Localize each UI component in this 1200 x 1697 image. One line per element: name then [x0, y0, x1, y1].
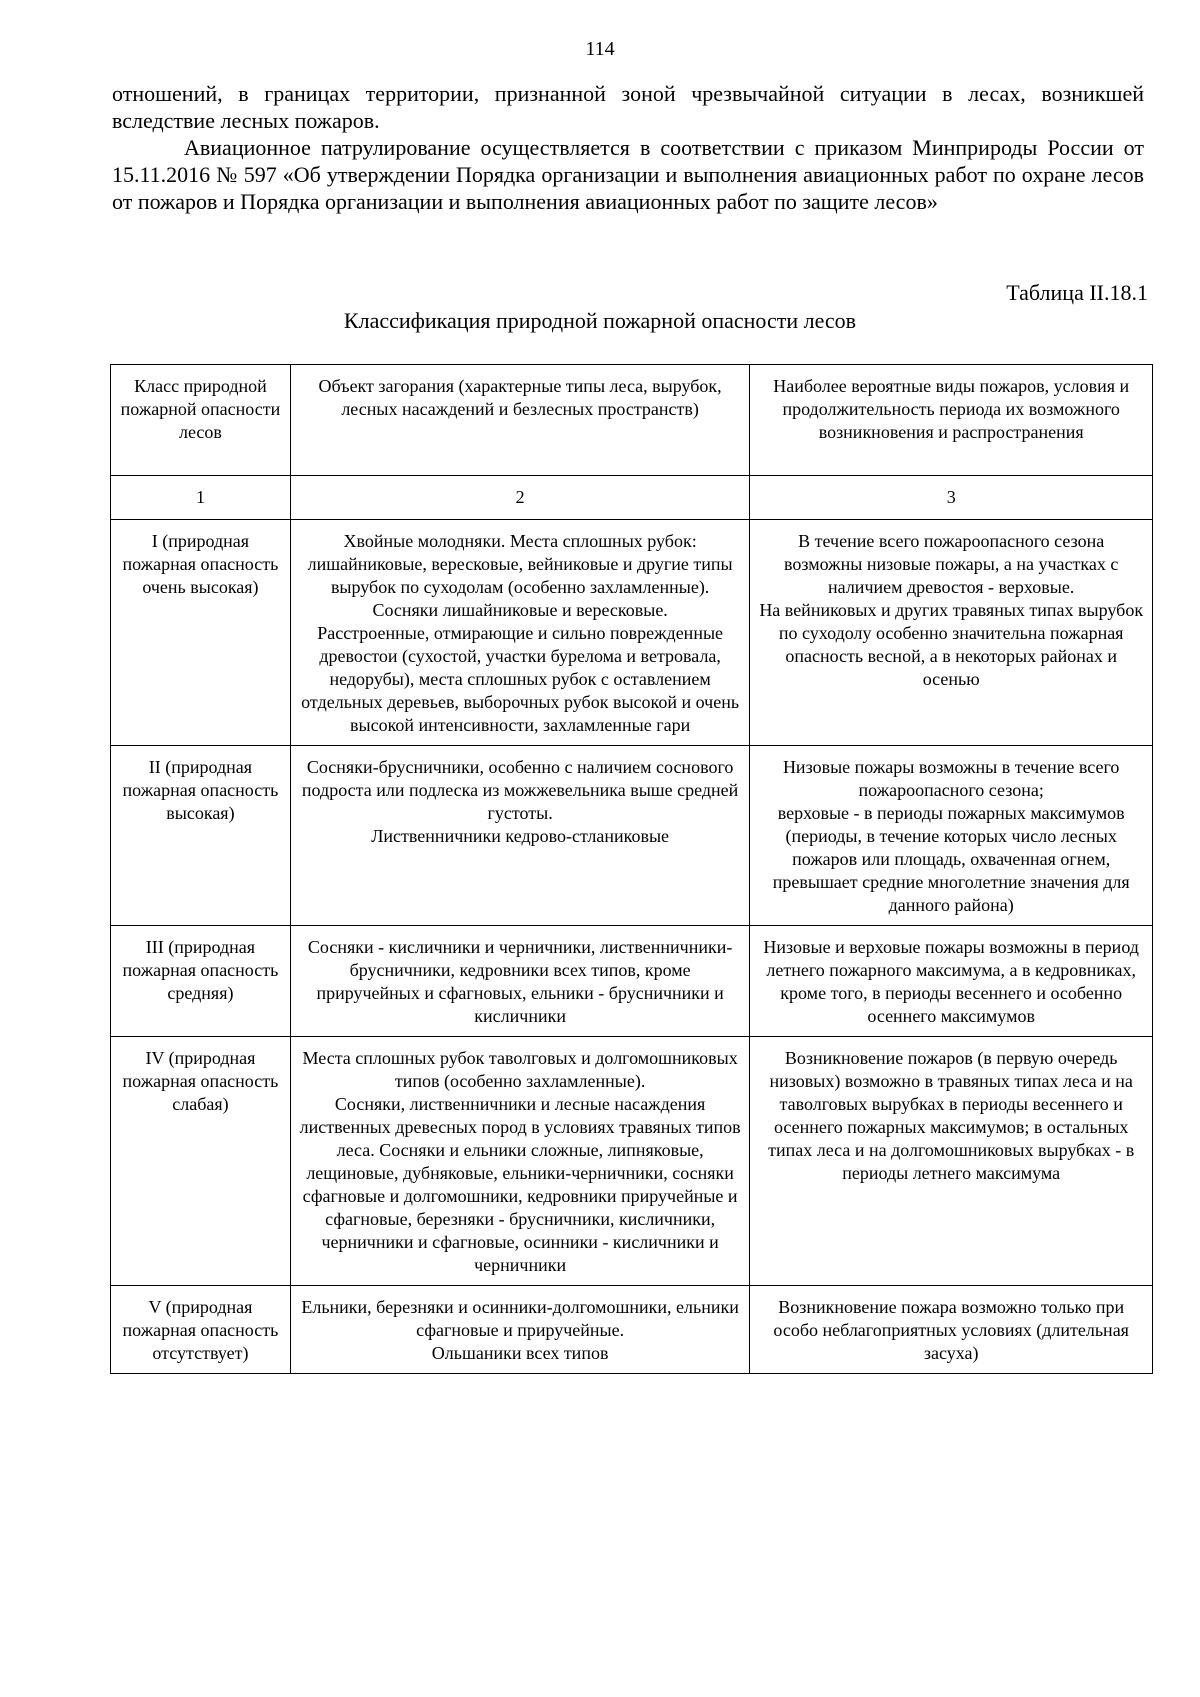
column-number: 2	[290, 476, 750, 520]
objects-line: Ольшаники всех типов	[431, 1343, 609, 1363]
fires-line: Возникновение пожара возможно только при особо неблагоприятных условиях (длительная засуха)	[773, 1297, 1129, 1363]
table-row	[111, 520, 1153, 746]
objects-line: Лиственничники кедрово-стланиковые	[371, 826, 670, 846]
table-title: Классификация природной пожарной опасности лесов	[343, 308, 857, 333]
fires-line: Низовые и верховые пожары возможны в период летнего пожарного максимума, а в кедровниках, кроме того, в периоды весеннего и особенно осеннего максимумов	[763, 937, 1139, 1026]
objects-cell	[290, 1286, 750, 1374]
objects-line: Сосняки - кисличники и черничники, лиственничники-брусничники, кедровники всех типов, кроме приручейных и сфагновых, ельники - брусничники и кисличники	[307, 937, 733, 1026]
objects-line: Ельники, березняки и осинники-долгомошники, ельники сфагновые и приручейные.	[301, 1297, 739, 1340]
fires-cell	[750, 1286, 1153, 1374]
class-cell: I (природная пожарная опасность очень высокая)	[111, 520, 291, 746]
table-row	[111, 1286, 1153, 1374]
class-cell: III (природная пожарная опасность средняя)	[111, 926, 291, 1037]
objects-line: Сосняки-брусничники, особенно с наличием соснового подроста или подлеска из можжевельника выше средней густоты.	[301, 757, 739, 823]
class-cell: IV (природная пожарная опасность слабая)	[111, 1037, 291, 1286]
objects-line: Сосняки, лиственничники и лесные насаждения лиственных древесных пород в условиях травяных типов леса. Сосняки и ельники сложные, липняковые, лещиновые, дубняковые, ельники-черничники, сосняки сфагновые и долгомошники, кедровники приручейные и сфагновые, березняки - брусничники, кисличники, черничники и сфагновые, осинники - кисличники и черничники	[299, 1094, 741, 1275]
fires-line: Низовые пожары возможны в течение всего пожароопасного сезона;	[782, 757, 1120, 800]
objects-cell	[290, 746, 750, 926]
table-row	[111, 746, 1153, 926]
objects-line: Расстроенные, отмирающие и сильно поврежденные древостои (сухостой, участки бурелома и ветровала, недорубы), места сплошных рубок с оставлением отдельных деревьев, выборочных рубок высокой и очень высокой интенсивности, захламленные гари	[301, 623, 740, 735]
fires-cell	[750, 746, 1153, 926]
paragraph-aviation-patrol: Авиационное патрулирование осуществляется в соответствии с приказом Минприроды России от 15.11.2016 № 597 «Об утверждении Порядка организации и выполнения авиационных работ по охране лесов от пожаров и Порядка организации и выполнения авиационных работ по защите лесов»	[112, 135, 1144, 214]
page-number: 114	[585, 38, 615, 60]
fires-line: В течение всего пожароопасного сезона возможны низовые пожары, а на участках с наличием древостоя - верховые.	[784, 531, 1119, 597]
table-row	[111, 926, 1153, 1037]
class-cell: II (природная пожарная опасность высокая)	[111, 746, 291, 926]
header-class: Класс природной пожарной опасности лесов	[111, 365, 291, 476]
column-number: 3	[750, 476, 1153, 520]
header-fires: Наиболее вероятные виды пожаров, условия и продолжительность периода их возможного возникновения и распространения	[750, 365, 1153, 476]
table-header-row	[111, 365, 1153, 476]
fires-cell	[750, 520, 1153, 746]
objects-line: Места сплошных рубок таволговых и долгомошниковых типов (особенно захламленные).	[302, 1048, 738, 1091]
fires-line: верховые - в периоды пожарных максимумов (периоды, в течение которых число лесных пожаров или площадь, охваченная огнем, превышает средние многолетние значения для данного района)	[772, 803, 1130, 915]
paragraph-continuation: отношений, в границах территории, признанной зоной чрезвычайной ситуации в лесах, возникшей вследствие лесных пожаров.	[112, 81, 1144, 133]
class-cell: V (природная пожарная опасность отсутствует)	[111, 1286, 291, 1374]
table-column-numbers-row	[111, 476, 1153, 520]
fires-cell	[750, 926, 1153, 1037]
objects-cell	[290, 926, 750, 1037]
objects-cell	[290, 1037, 750, 1286]
table-row	[111, 1037, 1153, 1286]
objects-line: Хвойные молодняки. Места сплошных рубок: лишайниковые, вересковые, вейниковые и другие типы вырубок по суходолам (особенно захламленные).	[307, 531, 733, 597]
fires-cell	[750, 1037, 1153, 1286]
fire-danger-classification-table	[110, 364, 1153, 1374]
table-number: Таблица II.18.1	[1006, 280, 1148, 305]
fires-line: На вейниковых и других травяных типах вырубок по суходолу особенно значительна пожарная опасность весной, а в некоторых районах и осенью	[759, 600, 1144, 689]
objects-line: Сосняки лишайниковые и вересковые.	[372, 600, 668, 620]
fires-line: Возникновение пожаров (в первую очередь низовых) возможно в травяных типах леса и на таволговых вырубках в периоды весеннего и осеннего пожарных максимумов; в остальных типах леса и на долгомошниковых вырубках - в периоды летнего максимума	[768, 1048, 1135, 1183]
body-text	[112, 80, 1144, 215]
header-objects: Объект загорания (характерные типы леса, вырубок, лесных насаждений и безлесных пространств)	[290, 365, 750, 476]
column-number: 1	[111, 476, 291, 520]
objects-cell	[290, 520, 750, 746]
